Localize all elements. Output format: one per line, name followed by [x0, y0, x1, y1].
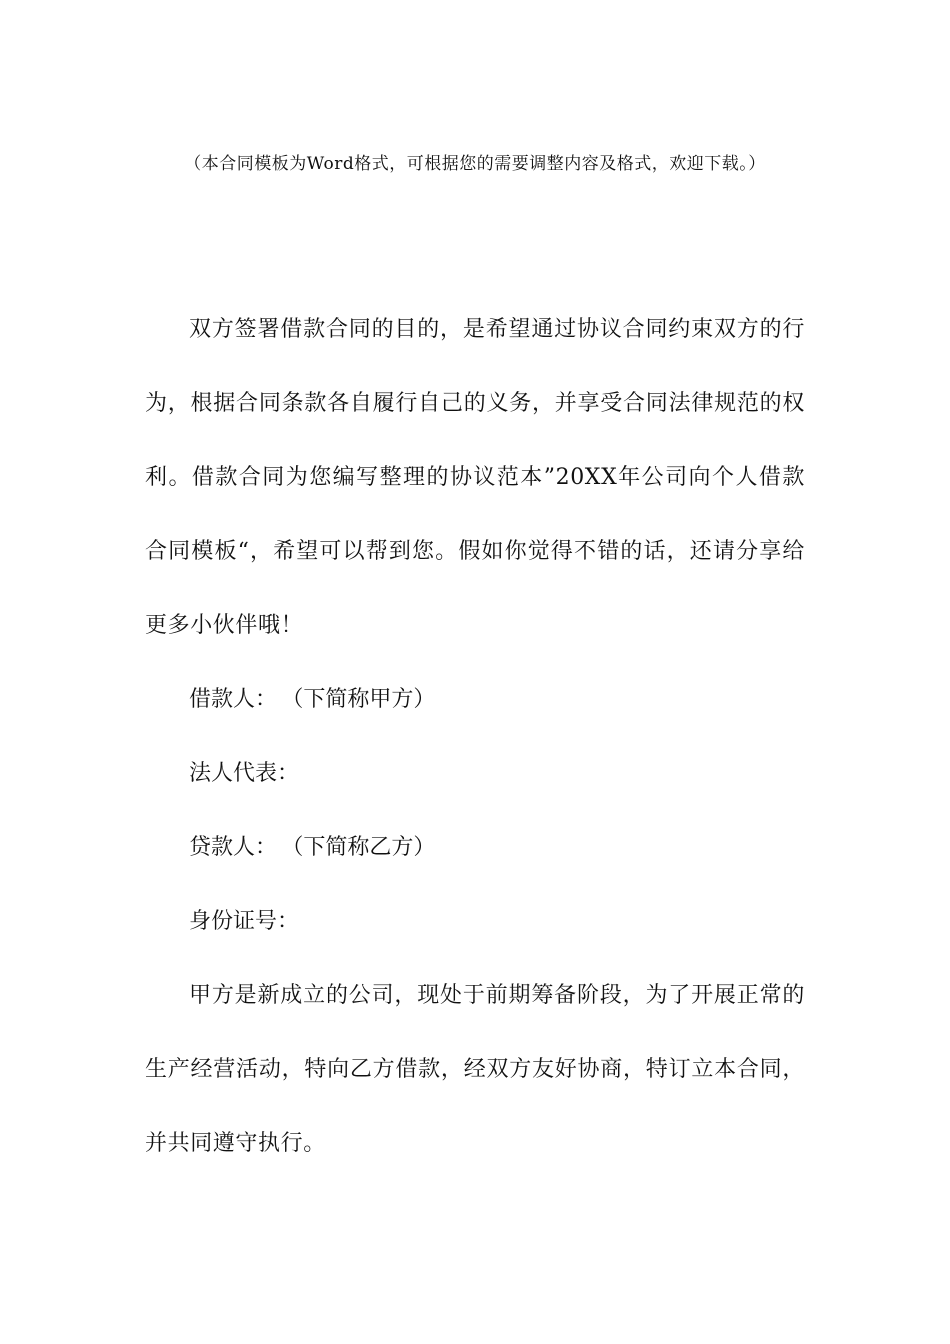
borrower-label: 借款人： [189, 687, 278, 712]
lender-note: （下简称乙方） [292, 835, 436, 860]
template-notice: （本合同模板为Word格式，可根据您的需要调整内容及格式，欢迎下载。） [184, 154, 766, 174]
contract-body [145, 293, 805, 1181]
id-number-label: 身份证号： [189, 909, 300, 934]
lender-field [145, 811, 805, 885]
id-number-field [145, 885, 805, 959]
legal-rep-field [145, 737, 805, 811]
borrower-field [145, 663, 805, 737]
lender-label: 贷款人： [189, 835, 278, 860]
purpose-paragraph: 甲方是新成立的公司，现处于前期筹备阶段，为了开展正常的生产经营活动，特向乙方借款，经双方友好协商，特订立本合同，并共同遵守执行。 [145, 983, 805, 1156]
legal-rep-label: 法人代表： [189, 761, 300, 786]
intro-paragraph: 双方签署借款合同的目的，是希望通过协议合同约束双方的行为，根据合同条款各自履行自己的义务，并享受合同法律规范的权利。借款合同为您编写整理的协议范本”20XX年公司向个人借款合同模板“，希望可以帮到您。假如你觉得不错的话，还请分享给更多小伙伴哦！ [145, 317, 805, 638]
borrower-note: （下简称甲方） [292, 687, 436, 712]
